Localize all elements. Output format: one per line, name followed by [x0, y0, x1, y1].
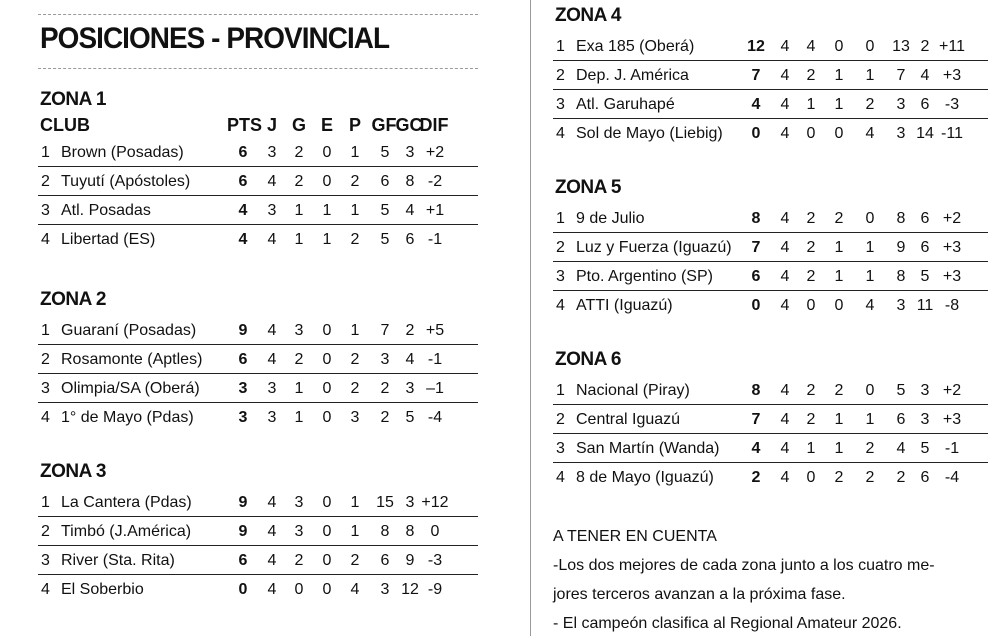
row-pts: 4 — [238, 202, 248, 219]
row-position: 1 — [556, 382, 565, 399]
row-club: El Soberbio — [61, 581, 144, 598]
row-pts: 9 — [238, 322, 248, 339]
row-position: 1 — [41, 322, 50, 339]
row-e: 1 — [322, 231, 332, 248]
table-row — [553, 61, 988, 90]
row-gf: 8 — [896, 210, 906, 227]
row-dif: -3 — [944, 96, 960, 113]
row-position: 2 — [556, 67, 565, 84]
row-pts: 6 — [238, 351, 248, 368]
row-gf: 3 — [896, 125, 906, 142]
row-dif: –1 — [426, 380, 444, 397]
row-club: Sol de Mayo (Liebig) — [576, 125, 723, 142]
row-gc: 3 — [405, 144, 415, 161]
row-club: Tuyutí (Apóstoles) — [61, 173, 191, 190]
row-j: 3 — [267, 202, 277, 219]
row-gc: 5 — [920, 440, 930, 457]
row-club: Pto. Argentino (SP) — [576, 268, 713, 285]
row-position: 4 — [556, 297, 565, 314]
row-dif: +2 — [425, 144, 445, 161]
table-row — [38, 345, 478, 374]
row-dif: -9 — [427, 581, 443, 598]
row-position: 4 — [556, 469, 565, 486]
row-gc: 2 — [405, 322, 415, 339]
row-club: ATTI (Iguazú) — [576, 297, 673, 314]
row-j: 4 — [267, 523, 277, 540]
row-j: 4 — [780, 38, 790, 55]
row-gc: 3 — [920, 411, 930, 428]
row-gf: 4 — [896, 440, 906, 457]
zone-table — [553, 176, 988, 319]
row-dif: -11 — [941, 125, 963, 142]
row-gc: 6 — [920, 469, 930, 486]
notes-box — [553, 523, 993, 638]
row-g: 2 — [806, 411, 816, 428]
row-dif: -1 — [427, 231, 443, 248]
row-e: 1 — [834, 268, 844, 285]
row-g: 3 — [294, 322, 304, 339]
row-j: 4 — [780, 67, 790, 84]
row-club: Timbó (J.América) — [61, 523, 192, 540]
row-gf: 6 — [896, 411, 906, 428]
notes-title: A TENER EN CUENTA — [553, 528, 717, 545]
row-g: 1 — [806, 440, 816, 457]
row-dif: 0 — [430, 523, 440, 540]
table-row — [553, 32, 988, 61]
row-j: 4 — [780, 268, 790, 285]
row-pts: 12 — [747, 38, 765, 55]
row-e: 0 — [834, 297, 844, 314]
row-g: 4 — [806, 38, 816, 55]
zone-title: ZONA 4 — [555, 5, 621, 26]
header-gf: GF — [371, 115, 397, 135]
row-pts: 4 — [238, 231, 248, 248]
row-gf: 8 — [380, 523, 390, 540]
row-dif: +3 — [942, 67, 962, 84]
row-gc: 4 — [920, 67, 930, 84]
row-dif: +2 — [942, 210, 962, 227]
row-gc: 3 — [405, 494, 415, 511]
row-e: 1 — [322, 202, 332, 219]
row-club: 1° de Mayo (Pdas) — [61, 409, 194, 426]
row-gf: 7 — [380, 322, 390, 339]
table-row — [38, 316, 478, 345]
row-g: 2 — [294, 144, 304, 161]
row-p: 1 — [350, 202, 360, 219]
row-gc: 3 — [920, 382, 930, 399]
table-row — [553, 204, 988, 233]
row-e: 0 — [322, 144, 332, 161]
row-club: Brown (Posadas) — [61, 144, 184, 161]
row-p: 2 — [865, 469, 875, 486]
row-j: 4 — [780, 96, 790, 113]
table-header — [38, 112, 478, 138]
row-g: 0 — [294, 581, 304, 598]
table-row — [38, 167, 478, 196]
row-dif: +12 — [421, 494, 449, 511]
page-title: POSICIONES - PROVINCIAL — [40, 22, 390, 55]
zone-title: ZONA 5 — [555, 177, 621, 198]
row-gc: 8 — [405, 173, 415, 190]
row-club: Nacional (Piray) — [576, 382, 690, 399]
row-gc: 14 — [916, 125, 934, 142]
row-j: 4 — [267, 231, 277, 248]
row-position: 1 — [556, 210, 565, 227]
row-gf: 15 — [376, 494, 394, 511]
row-j: 4 — [780, 411, 790, 428]
row-j: 4 — [267, 351, 277, 368]
row-e: 0 — [322, 380, 332, 397]
table-row — [553, 233, 988, 262]
zone-table — [38, 460, 478, 603]
row-gc: 5 — [920, 268, 930, 285]
row-club: La Cantera (Pdas) — [61, 494, 192, 511]
row-position: 3 — [556, 96, 565, 113]
row-position: 4 — [41, 231, 50, 248]
row-pts: 6 — [238, 173, 248, 190]
row-gc: 12 — [401, 581, 419, 598]
row-p: 0 — [865, 382, 875, 399]
row-gf: 6 — [380, 173, 390, 190]
row-gc: 3 — [405, 380, 415, 397]
row-gf: 9 — [896, 239, 906, 256]
row-p: 0 — [865, 38, 875, 55]
table-row — [38, 575, 478, 603]
row-gc: 6 — [920, 96, 930, 113]
row-g: 0 — [806, 125, 816, 142]
row-p: 0 — [865, 210, 875, 227]
zone-table — [38, 88, 478, 253]
row-e: 2 — [834, 469, 844, 486]
notes-line: - El campeón clasifica al Regional Amateur 2026. — [553, 615, 902, 632]
row-e: 0 — [322, 173, 332, 190]
zone-table — [553, 348, 988, 491]
zone-title: ZONA 6 — [555, 349, 621, 370]
row-position: 1 — [41, 144, 50, 161]
row-j: 4 — [267, 322, 277, 339]
row-pts: 7 — [751, 411, 761, 428]
notes-line: jores terceros avanzan a la próxima fase. — [553, 586, 846, 603]
header-p: P — [348, 115, 361, 135]
row-g: 3 — [294, 523, 304, 540]
row-g: 2 — [806, 382, 816, 399]
row-e: 2 — [834, 210, 844, 227]
row-p: 2 — [350, 552, 360, 569]
row-dif: -4 — [944, 469, 960, 486]
row-p: 2 — [865, 440, 875, 457]
table-row — [38, 546, 478, 575]
row-gc: 6 — [920, 239, 930, 256]
row-e: 0 — [834, 38, 844, 55]
column-divider — [530, 0, 531, 636]
row-gf: 13 — [892, 38, 910, 55]
header-dif: DIF — [419, 115, 449, 135]
row-pts: 7 — [751, 67, 761, 84]
row-gf: 3 — [896, 297, 906, 314]
row-gc: 2 — [920, 38, 930, 55]
notes-line: -Los dos mejores de cada zona junto a los cuatro me- — [553, 557, 935, 574]
row-p: 4 — [350, 581, 360, 598]
table-row — [38, 403, 478, 431]
row-e: 1 — [834, 239, 844, 256]
row-g: 1 — [294, 380, 304, 397]
row-gf: 2 — [380, 409, 390, 426]
row-g: 2 — [294, 351, 304, 368]
row-pts: 6 — [238, 144, 248, 161]
row-g: 1 — [294, 409, 304, 426]
table-row — [553, 291, 988, 319]
row-club: Luz y Fuerza (Iguazú) — [576, 239, 732, 256]
row-g: 2 — [806, 239, 816, 256]
row-position: 3 — [556, 440, 565, 457]
row-gf: 5 — [380, 144, 390, 161]
row-dif: +3 — [942, 268, 962, 285]
row-g: 0 — [806, 469, 816, 486]
row-p: 1 — [865, 268, 875, 285]
row-club: Guaraní (Posadas) — [61, 322, 197, 339]
row-position: 2 — [41, 173, 50, 190]
row-j: 4 — [780, 210, 790, 227]
header-e: E — [320, 115, 333, 135]
row-club: 8 de Mayo (Iguazú) — [576, 469, 714, 486]
row-j: 3 — [267, 409, 277, 426]
row-g: 1 — [294, 231, 304, 248]
row-gf: 5 — [380, 202, 390, 219]
row-j: 4 — [780, 297, 790, 314]
row-gf: 2 — [896, 469, 906, 486]
row-dif: +3 — [942, 239, 962, 256]
row-club: River (Sta. Rita) — [61, 552, 175, 569]
row-club: 9 de Julio — [576, 210, 645, 227]
row-e: 1 — [834, 411, 844, 428]
row-gf: 6 — [380, 552, 390, 569]
row-p: 1 — [865, 67, 875, 84]
row-dif: -2 — [427, 173, 443, 190]
row-pts: 0 — [751, 297, 761, 314]
row-pts: 2 — [751, 469, 761, 486]
row-gf: 5 — [380, 231, 390, 248]
row-dif: -1 — [944, 440, 960, 457]
row-g: 3 — [294, 494, 304, 511]
table-row — [553, 262, 988, 291]
row-club: Libertad (ES) — [61, 231, 156, 248]
row-gc: 9 — [405, 552, 415, 569]
row-j: 4 — [780, 125, 790, 142]
zone-title: ZONA 1 — [40, 89, 106, 110]
row-position: 3 — [41, 552, 50, 569]
row-gc: 4 — [405, 351, 415, 368]
row-position: 1 — [41, 494, 50, 511]
row-g: 2 — [806, 268, 816, 285]
row-g: 1 — [806, 96, 816, 113]
row-dif: -3 — [427, 552, 443, 569]
row-dif: +11 — [939, 38, 965, 55]
row-pts: 6 — [238, 552, 248, 569]
table-row — [38, 138, 478, 167]
row-club: Central Iguazú — [576, 411, 681, 428]
table-row — [553, 119, 988, 147]
row-e: 0 — [322, 581, 332, 598]
row-dif: -8 — [944, 297, 960, 314]
zone-table — [553, 4, 988, 147]
header-g: G — [291, 115, 306, 135]
row-p: 1 — [350, 144, 360, 161]
row-g: 2 — [806, 67, 816, 84]
row-e: 0 — [834, 125, 844, 142]
row-pts: 3 — [238, 380, 248, 397]
row-position: 3 — [41, 202, 50, 219]
row-position: 2 — [556, 411, 565, 428]
row-gc: 6 — [920, 210, 930, 227]
table-row — [38, 517, 478, 546]
row-j: 4 — [780, 382, 790, 399]
row-gc: 11 — [916, 297, 934, 314]
row-position: 4 — [556, 125, 565, 142]
row-p: 2 — [865, 96, 875, 113]
row-e: 0 — [322, 552, 332, 569]
row-gc: 4 — [405, 202, 415, 219]
row-e: 1 — [834, 440, 844, 457]
row-p: 3 — [350, 409, 360, 426]
row-gf: 3 — [380, 581, 390, 598]
table-row — [38, 196, 478, 225]
header-pts: PTS — [227, 115, 263, 135]
row-p: 4 — [865, 125, 875, 142]
row-dif: -1 — [427, 351, 443, 368]
row-p: 1 — [350, 494, 360, 511]
row-club: Exa 185 (Oberá) — [576, 38, 695, 55]
title-rule-top — [38, 14, 478, 15]
row-pts: 9 — [238, 523, 248, 540]
row-p: 2 — [350, 380, 360, 397]
row-gf: 3 — [380, 351, 390, 368]
row-pts: 4 — [751, 96, 761, 113]
row-p: 1 — [350, 523, 360, 540]
row-pts: 3 — [238, 409, 248, 426]
row-j: 3 — [267, 380, 277, 397]
row-j: 4 — [267, 173, 277, 190]
table-row — [553, 376, 988, 405]
row-j: 4 — [780, 469, 790, 486]
row-gf: 3 — [896, 96, 906, 113]
zone-title: ZONA 3 — [40, 461, 106, 482]
row-g: 1 — [294, 202, 304, 219]
row-pts: 0 — [238, 581, 248, 598]
row-e: 0 — [322, 494, 332, 511]
table-row — [38, 225, 478, 253]
table-row — [553, 434, 988, 463]
zone-title: ZONA 2 — [40, 289, 106, 310]
table-row — [553, 90, 988, 119]
row-j: 3 — [267, 144, 277, 161]
row-pts: 8 — [751, 382, 761, 399]
row-gc: 5 — [405, 409, 415, 426]
row-dif: +1 — [425, 202, 445, 219]
header-gc: GC — [395, 115, 423, 135]
row-j: 4 — [267, 552, 277, 569]
row-club: Atl. Garuhapé — [576, 96, 675, 113]
row-e: 0 — [322, 322, 332, 339]
row-position: 3 — [41, 380, 50, 397]
header-j: J — [266, 115, 277, 135]
row-j: 4 — [780, 440, 790, 457]
row-e: 0 — [322, 523, 332, 540]
table-row — [553, 405, 988, 434]
row-gf: 8 — [896, 268, 906, 285]
row-e: 1 — [834, 67, 844, 84]
row-position: 2 — [556, 239, 565, 256]
row-position: 3 — [556, 268, 565, 285]
table-row — [553, 463, 988, 491]
row-p: 1 — [865, 411, 875, 428]
row-e: 0 — [322, 351, 332, 368]
row-gf: 2 — [380, 380, 390, 397]
row-p: 2 — [350, 173, 360, 190]
row-position: 2 — [41, 523, 50, 540]
row-pts: 6 — [751, 268, 761, 285]
row-p: 4 — [865, 297, 875, 314]
row-pts: 8 — [751, 210, 761, 227]
row-gf: 7 — [896, 67, 906, 84]
row-pts: 9 — [238, 494, 248, 511]
header-club: CLUB — [40, 115, 90, 135]
row-dif: +3 — [942, 411, 962, 428]
row-position: 2 — [41, 351, 50, 368]
row-p: 1 — [350, 322, 360, 339]
row-club: Olimpia/SA (Oberá) — [61, 380, 200, 397]
row-pts: 0 — [751, 125, 761, 142]
table-row — [38, 488, 478, 517]
row-g: 2 — [806, 210, 816, 227]
title-rule-bottom — [38, 68, 478, 69]
table-row — [38, 374, 478, 403]
row-position: 4 — [41, 581, 50, 598]
row-j: 4 — [267, 581, 277, 598]
row-pts: 7 — [751, 239, 761, 256]
row-position: 1 — [556, 38, 565, 55]
row-j: 4 — [780, 239, 790, 256]
row-e: 0 — [322, 409, 332, 426]
row-club: Rosamonte (Aptles) — [61, 351, 203, 368]
zone-table — [38, 288, 478, 431]
row-club: San Martín (Wanda) — [576, 440, 720, 457]
row-dif: +5 — [425, 322, 445, 339]
row-p: 1 — [865, 239, 875, 256]
row-e: 1 — [834, 96, 844, 113]
row-p: 2 — [350, 351, 360, 368]
row-pts: 4 — [751, 440, 761, 457]
row-g: 0 — [806, 297, 816, 314]
row-gf: 5 — [896, 382, 906, 399]
row-dif: -4 — [427, 409, 443, 426]
row-p: 2 — [350, 231, 360, 248]
row-j: 4 — [267, 494, 277, 511]
row-position: 4 — [41, 409, 50, 426]
row-g: 2 — [294, 173, 304, 190]
row-gc: 8 — [405, 523, 415, 540]
row-e: 2 — [834, 382, 844, 399]
row-gc: 6 — [405, 231, 415, 248]
row-g: 2 — [294, 552, 304, 569]
row-dif: +2 — [942, 382, 962, 399]
row-club: Dep. J. América — [576, 67, 689, 84]
row-club: Atl. Posadas — [61, 202, 151, 219]
